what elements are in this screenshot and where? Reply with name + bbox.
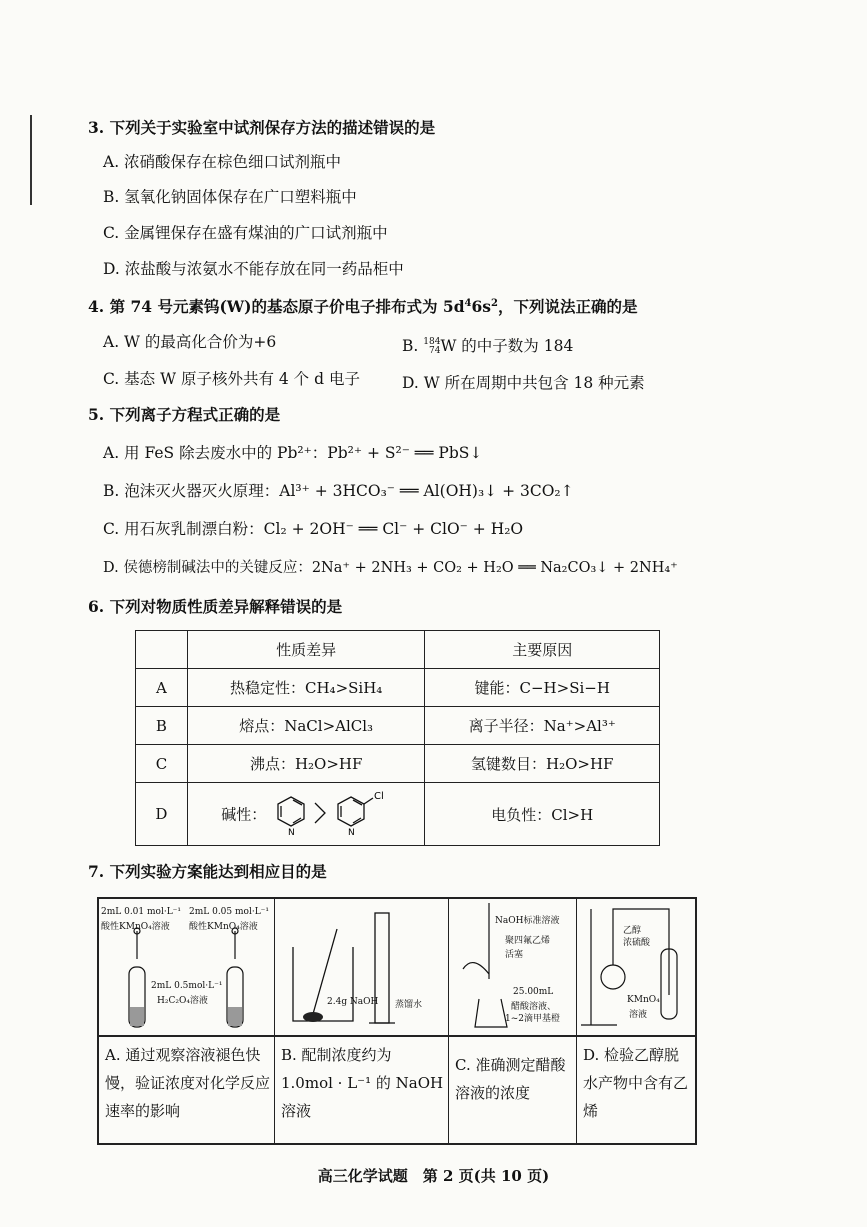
fig-c-label: 醋酸溶液、 — [511, 1002, 557, 1012]
fig-d-label: 乙醇 — [623, 926, 642, 936]
table-row — [136, 783, 660, 846]
q6-row-diff: 碱性： — [221, 805, 267, 824]
q7-stem: 7. 下列实验方案能达到相应目的是 — [88, 862, 327, 881]
q6-row-key: A — [136, 669, 188, 707]
q6-header-row — [136, 631, 660, 669]
q7-option-c: C. 准确测定醋酸溶液的浓度 — [455, 1056, 566, 1102]
q6-row-key: C — [136, 745, 188, 783]
q6-header-blank — [136, 631, 188, 669]
svg-text:N: N — [288, 828, 295, 838]
q7-cell-d — [577, 899, 695, 1143]
q5-option-b: B. 泡沫灭火器灭火原理：Al³⁺ + 3HCO₃⁻ ══ Al(OH)₃↓ + 3CO₂↑ — [103, 482, 574, 500]
q6-row-reason: 氢键数目：H₂O>HF — [425, 745, 660, 783]
q6-header-diff: 性质差异 — [187, 631, 425, 669]
q6-row-reason: 电负性：Cl>H — [425, 783, 660, 846]
fig-a-label: 酸性KMnO₄溶液 — [101, 922, 170, 932]
q5-stem: 5. 下列离子方程式正确的是 — [88, 405, 281, 424]
fig-b-label: 2.4g NaOH — [327, 997, 379, 1007]
q7-option-a: A. 通过观察溶液褪色快慢，验证浓度对化学反应速率的影响 — [105, 1046, 271, 1120]
fig-d-label: KMnO₄ — [627, 995, 660, 1005]
test-tubes-icon — [99, 899, 275, 1035]
svg-text:Cl: Cl — [374, 791, 384, 802]
fig-a-label: 2mL 0.01 mol·L⁻¹ — [101, 907, 182, 917]
q5-option-a: A. 用 FeS 除去废水中的 Pb²⁺：Pb²⁺ + S²⁻ ══ PbS↓ — [103, 444, 483, 462]
q6-header-reason: 主要原因 — [425, 631, 660, 669]
q4-option-b: B. 184 74W 的中子数为 184 — [402, 337, 574, 356]
beaker-cylinder-icon — [275, 899, 449, 1035]
q7-cell-a — [99, 899, 275, 1143]
q7-cell-c — [449, 899, 577, 1143]
q7-table — [97, 897, 697, 1145]
q7-option-d: D. 检验乙醇脱水产物中含有乙烯 — [583, 1046, 689, 1120]
page-footer: 高三化学试题 第 2 页(共 10 页) — [317, 1167, 550, 1185]
fig-c-label: 1~2滴甲基橙 — [505, 1014, 560, 1024]
table-row — [136, 745, 660, 783]
q3-option-c: C. 金属锂保存在盛有煤油的广口试剂瓶中 — [103, 224, 388, 242]
svg-text:N: N — [348, 828, 355, 838]
q6-row-reason: 离子半径：Na⁺>Al³⁺ — [425, 707, 660, 745]
q6-row-diff-structures — [187, 783, 425, 846]
q3-stem: 3. 下列关于实验室中试剂保存方法的描述错误的是 — [88, 118, 436, 137]
q3-option-d: D. 浓盐酸与浓氨水不能存放在同一药品柜中 — [103, 260, 404, 278]
q5-option-c: C. 用石灰乳制漂白粉：Cl₂ + 2OH⁻ ══ Cl⁻ + ClO⁻ + H₂O — [103, 520, 524, 538]
q4-option-c: C. 基态 W 原子核外共有 4 个 d 电子 — [103, 370, 360, 388]
fig-d-label: 溶液 — [629, 1010, 648, 1020]
q7-option-b: B. 配制浓度约为 1.0mol · L⁻¹ 的 NaOH 溶液 — [281, 1046, 444, 1120]
fig-d-label: 浓硫酸 — [623, 938, 651, 948]
q6-row-diff: 热稳定性：CH₄>SiH₄ — [187, 669, 425, 707]
fig-b-label: 蒸馏水 — [395, 1000, 423, 1010]
q6-stem: 6. 下列对物质性质差异解释错误的是 — [88, 597, 343, 616]
q6-row-key: B — [136, 707, 188, 745]
q6-row-diff: 沸点：H₂O>HF — [187, 745, 425, 783]
table-row — [136, 707, 660, 745]
fig-a-label: H₂C₂O₄溶液 — [157, 996, 208, 1006]
table-row — [136, 669, 660, 707]
q4-option-d: D. W 所在周期中共包含 18 种元素 — [402, 374, 645, 392]
q3-option-b: B. 氢氧化钠固体保存在广口塑料瓶中 — [103, 188, 357, 206]
scan-margin-line — [30, 115, 32, 205]
fig-a-label: 2mL 0.05 mol·L⁻¹ — [189, 907, 270, 917]
pyridine-structures-icon — [271, 789, 391, 839]
fig-c-label: NaOH标准溶液 — [495, 916, 560, 926]
q5-option-d: D. 侯德榜制碱法中的关键反应：2Na⁺ + 2NH₃ + CO₂ + H₂O ══ Na₂CO₃↓ + 2NH₄⁺ — [103, 560, 678, 576]
fig-a-label: 2mL 0.5mol·L⁻¹ — [151, 981, 223, 991]
q6-row-reason: 键能：C−H>Si−H — [425, 669, 660, 707]
q4-option-a: A. W 的最高化合价为+6 — [103, 333, 277, 351]
fig-c-label: 聚四氟乙烯 — [505, 936, 551, 946]
q6-table — [135, 630, 660, 846]
fig-a-label: 酸性KMnO₄溶液 — [189, 922, 258, 932]
q3-option-a: A. 浓硝酸保存在棕色细口试剂瓶中 — [103, 153, 342, 171]
fig-c-label: 25.00mL — [513, 987, 554, 997]
q6-row-key: D — [136, 783, 188, 846]
q4-stem: 4. 第 74 号元素钨(W)的基态原子价电子排布式为 $5d^46s^2$，下列说法正确的是 — [88, 297, 638, 316]
fig-c-label: 活塞 — [505, 950, 524, 960]
q6-row-diff: 熔点：NaCl>AlCl₃ — [187, 707, 425, 745]
q7-cell-b — [275, 899, 449, 1143]
